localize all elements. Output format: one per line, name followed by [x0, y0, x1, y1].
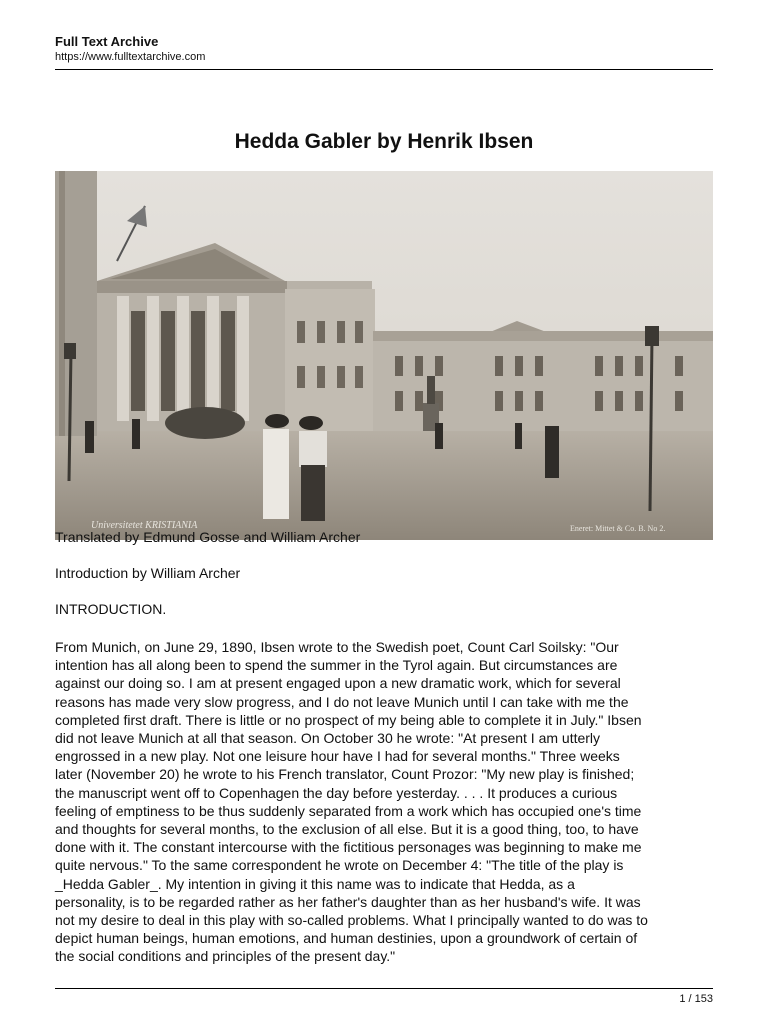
right-building [373, 321, 713, 431]
translator-credit: Translated by Edmund Gosse and William Archer [55, 529, 361, 545]
photo-caption-right: Eneret: Mittet & Co. B. No 2. [570, 524, 666, 533]
header-divider [55, 69, 713, 70]
page-header [55, 34, 713, 64]
section-heading: INTRODUCTION. [55, 601, 167, 617]
paragraph-line: From Munich, on June 29, 1890, Ibsen wrote to the Swedish poet, Count Carl Soilsky: "Our [55, 639, 619, 655]
site-url[interactable]: https://www.fulltextarchive.com [55, 51, 206, 63]
paragraph-line: reasons has made very slow progress, and I do not leave Munich until I can take with me the [55, 693, 629, 710]
paragraph-line: later (November 20) he wrote to his French translator, Count Prozor: "My new play is finished; [55, 766, 635, 783]
paragraph-line: against our doing so. I am at present engaged upon a new dramatic work, which for several [55, 675, 621, 692]
paragraph-line: _Hedda Gabler_. My intention in giving it this name was to indicate that Hedda, as a [55, 875, 575, 892]
paragraph-line: quite nervous." To the same correspondent he wrote on December 4: "The title of the play is [55, 857, 624, 874]
document-title: Hedda Gabler by Henrik Ibsen [234, 130, 534, 153]
paragraph-line: personality, is to be regarded rather as her father's daughter than as her husband's wife. It was [55, 893, 641, 910]
page-number: 1 / 153 [679, 993, 713, 1005]
paragraph-line: depict human beings, human emotions, and human destinies, upon a groundwork of certain of [55, 930, 638, 947]
paragraph-line: engrossed in a new play. Not one leisure hour have I had for several months." Three weeks [55, 748, 620, 765]
site-title: Full Text Archive [55, 34, 159, 49]
introduction-credit: Introduction by William Archer [55, 565, 241, 581]
paragraph-line: and thoughts for several months, to the exclusion of all else. But it is a good thing, too, to have [55, 821, 639, 838]
photo-caption-left: Universitetet KRISTIANIA [91, 520, 198, 531]
university-photo [55, 171, 713, 540]
paragraph-line: did not leave Munich at all that season. On October 30 he wrote: "At present I am utterly [55, 730, 601, 747]
paragraph-line: completed first draft. There is little or no prospect of my being able to complete it in July." Ibsen [55, 711, 642, 728]
paragraph-line: done with it. The constant intercourse with the fictitious personages was beginning to make me [55, 839, 642, 856]
paragraph-line: not my desire to deal in this play with so-called problems. What I principally wanted to do was to [55, 912, 648, 929]
paragraph-line: intention has all along been to spend the summer in the Tyrol again. But circumstances are [55, 657, 618, 674]
introduction-paragraph [55, 638, 725, 966]
paragraph-line: the manuscript went off to Copenhagen the day before yesterday. . . . It produces a curious [55, 784, 618, 801]
paragraph-line: feeling of emptiness to be thus suddenly separated from a work which has occupied one's time [55, 802, 642, 819]
footer-divider [55, 988, 713, 989]
paragraph-line: the social conditions and principles of the present day." [55, 948, 396, 965]
